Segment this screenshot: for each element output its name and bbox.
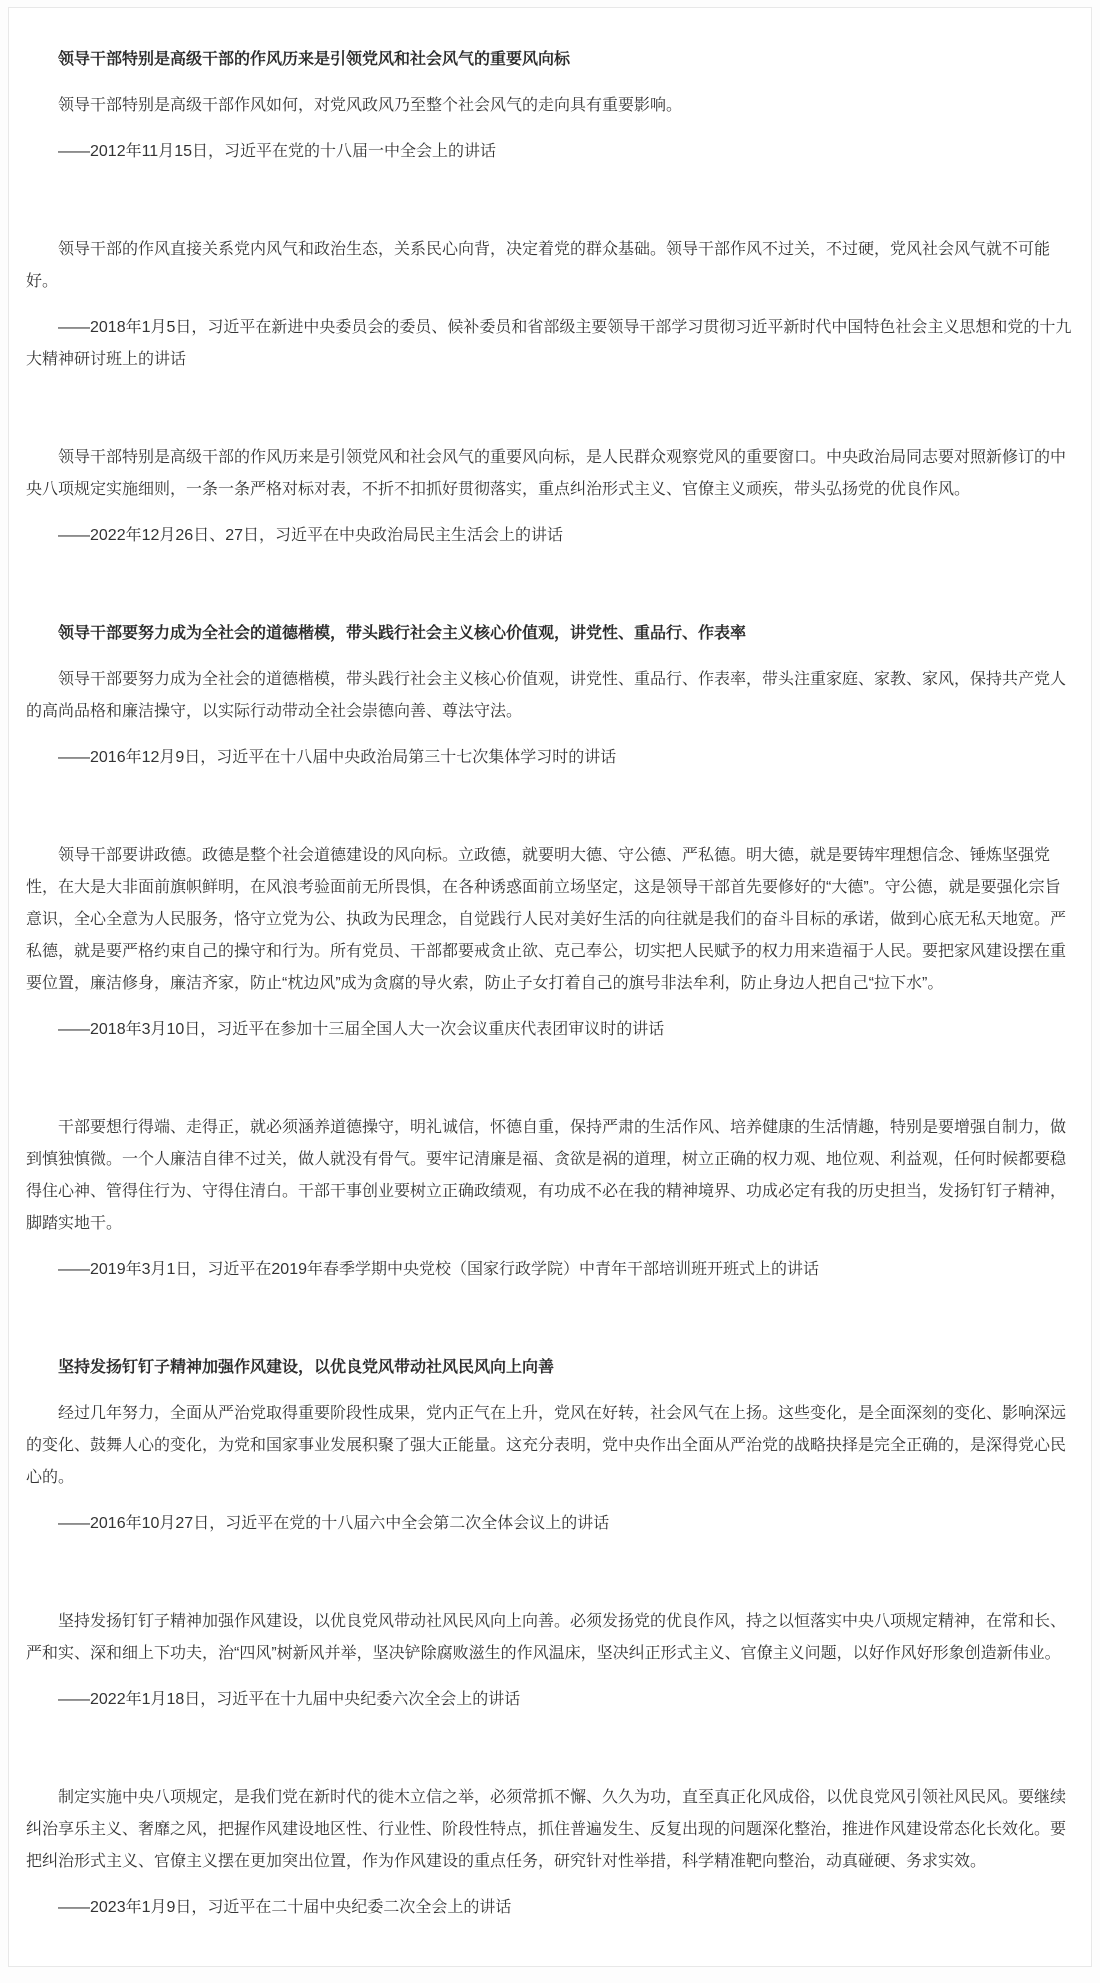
- source-attribution: ——2018年3月10日，习近平在参加十三届全国人大一次会议重庆代表团审议时的讲话: [58, 1021, 665, 1038]
- source-attribution: ——2023年1月9日，习近平在二十届中央纪委二次全会上的讲话: [58, 1899, 512, 1916]
- quote-paragraph: 坚持发扬钉钉子精神加强作风建设，以优良党风带动社风民风向上向善。必须发扬党的优良作风，持之以恒落实中央八项规定精神，在常和长、严和实、深和细上下功夫，治“四风”树新风并举，坚决铲除腐败滋生的作风温床，坚决纠正形式主义、官僚主义问题，以好作风好形象创造新伟业。: [26, 1613, 1067, 1662]
- source-attribution: ——2018年1月5日，习近平在新进中央委员会的委员、候补委员和省部级主要领导干部学习贯彻习近平新时代中国特色社会主义思想和党的十九大精神研讨班上的讲话: [26, 319, 1072, 368]
- source-attribution: ——2016年12月9日，习近平在十八届中央政治局第三十七次集体学习时的讲话: [58, 749, 617, 766]
- source-attribution: ——2016年10月27日，习近平在党的十八届六中全会第二次全体会议上的讲话: [58, 1515, 610, 1532]
- quote-paragraph: 领导干部要努力成为全社会的道德楷模，带头践行社会主义核心价值观，讲党性、重品行、作表率，带头注重家庭、家教、家风，保持共产党人的高尚品格和廉洁操守，以实际行动带动全社会崇德向善、尊法守法。: [26, 671, 1067, 720]
- source-attribution: ——2022年1月18日，习近平在十九届中央纪委六次全会上的讲话: [58, 1691, 521, 1708]
- source-attribution: ——2019年3月1日，习近平在2019年春季学期中央党校（国家行政学院）中青年干部培训班开班式上的讲话: [58, 1261, 819, 1278]
- section-heading: 领导干部特别是高级干部的作风历来是引领党风和社会风气的重要风向标: [58, 51, 571, 68]
- quote-paragraph: 经过几年努力，全面从严治党取得重要阶段性成果，党内正气在上升，党风在好转，社会风气在上扬。这些变化，是全面深刻的变化、影响深远的变化、鼓舞人心的变化，为党和国家事业发展积聚了强大正能量。这充分表明，党中央作出全面从严治党的战略抉择是完全正确的，是深得党心民心的。: [26, 1405, 1067, 1486]
- quote-paragraph: 领导干部的作风直接关系党内风气和政治生态，关系民心向背，决定着党的群众基础。领导干部作风不过关，不过硬，党风社会风气就不可能好。: [26, 241, 1051, 290]
- article-page: [8, 7, 1092, 1967]
- quote-paragraph: 领导干部特别是高级干部作风如何，对党风政风乃至整个社会风气的走向具有重要影响。: [58, 97, 683, 114]
- source-attribution: ——2022年12月26日、27日，习近平在中央政治局民主生活会上的讲话: [58, 527, 563, 544]
- section-heading: 坚持发扬钉钉子精神加强作风建设，以优良党风带动社风民风向上向善: [58, 1359, 555, 1376]
- quote-paragraph: 领导干部特别是高级干部的作风历来是引领党风和社会风气的重要风向标，是人民群众观察党风的重要窗口。中央政治局同志要对照新修订的中央八项规定实施细则，一条一条严格对标对表，不折不扣抓好贯彻落实，重点纠治形式主义、官僚主义顽疾，带头弘扬党的优良作风。: [26, 449, 1067, 498]
- section-heading: 领导干部要努力成为全社会的道德楷模，带头践行社会主义核心价值观，讲党性、重品行、作表率: [58, 625, 747, 642]
- quote-paragraph: 制定实施中央八项规定，是我们党在新时代的徙木立信之举，必须常抓不懈、久久为功，直至真正化风成俗，以优良党风引领社风民风。要继续纠治享乐主义、奢靡之风，把握作风建设地区性、行业性、阶段性特点，抓住普遍发生、反复出现的问题深化整治，推进作风建设常态化长效化。要把纠治形式主义、官僚主义摆在更加突出位置，作为作风建设的重点任务，研究针对性举措，科学精准靶向整治，动真碰硬、务求实效。: [26, 1789, 1067, 1870]
- quote-paragraph: 领导干部要讲政德。政德是整个社会道德建设的风向标。立政德，就要明大德、守公德、严私德。明大德，就是要铸牢理想信念、锤炼坚强党性，在大是大非面前旗帜鲜明，在风浪考验面前无所畏惧，在各种诱惑面前立场坚定，这是领导干部首先要修好的“大德”。守公德，就是要强化宗旨意识，全心全意为人民服务，恪守立党为公、执政为民理念，自觉践行人民对美好生活的向往就是我们的奋斗目标的承诺，做到心底无私天地宽。严私德，就是要严格约束自己的操守和行为。所有党员、干部都要戒贪止欲、克己奉公，切实把人民赋予的权力用来造福于人民。要把家风建设摆在重要位置，廉洁修身，廉洁齐家，防止“枕边风”成为贪腐的导火索，防止子女打着自己的旗号非法牟利，防止身边人把自己“拉下水”。: [26, 847, 1067, 992]
- article-content: [26, 44, 1074, 1924]
- quote-paragraph: 干部要想行得端、走得正，就必须涵养道德操守，明礼诚信，怀德自重，保持严肃的生活作风、培养健康的生活情趣，特别是要增强自制力，做到慎独慎微。一个人廉洁自律不过关，做人就没有骨气。要牢记清廉是福、贪欲是祸的道理，树立正确的权力观、地位观、利益观，任何时候都要稳得住心神、管得住行为、守得住清白。干部干事创业要树立正确政绩观，有功成不必在我的精神境界、功成必定有我的历史担当，发扬钉钉子精神，脚踏实地干。: [26, 1119, 1067, 1232]
- source-attribution: ——2012年11月15日，习近平在党的十八届一中全会上的讲话: [58, 143, 497, 160]
